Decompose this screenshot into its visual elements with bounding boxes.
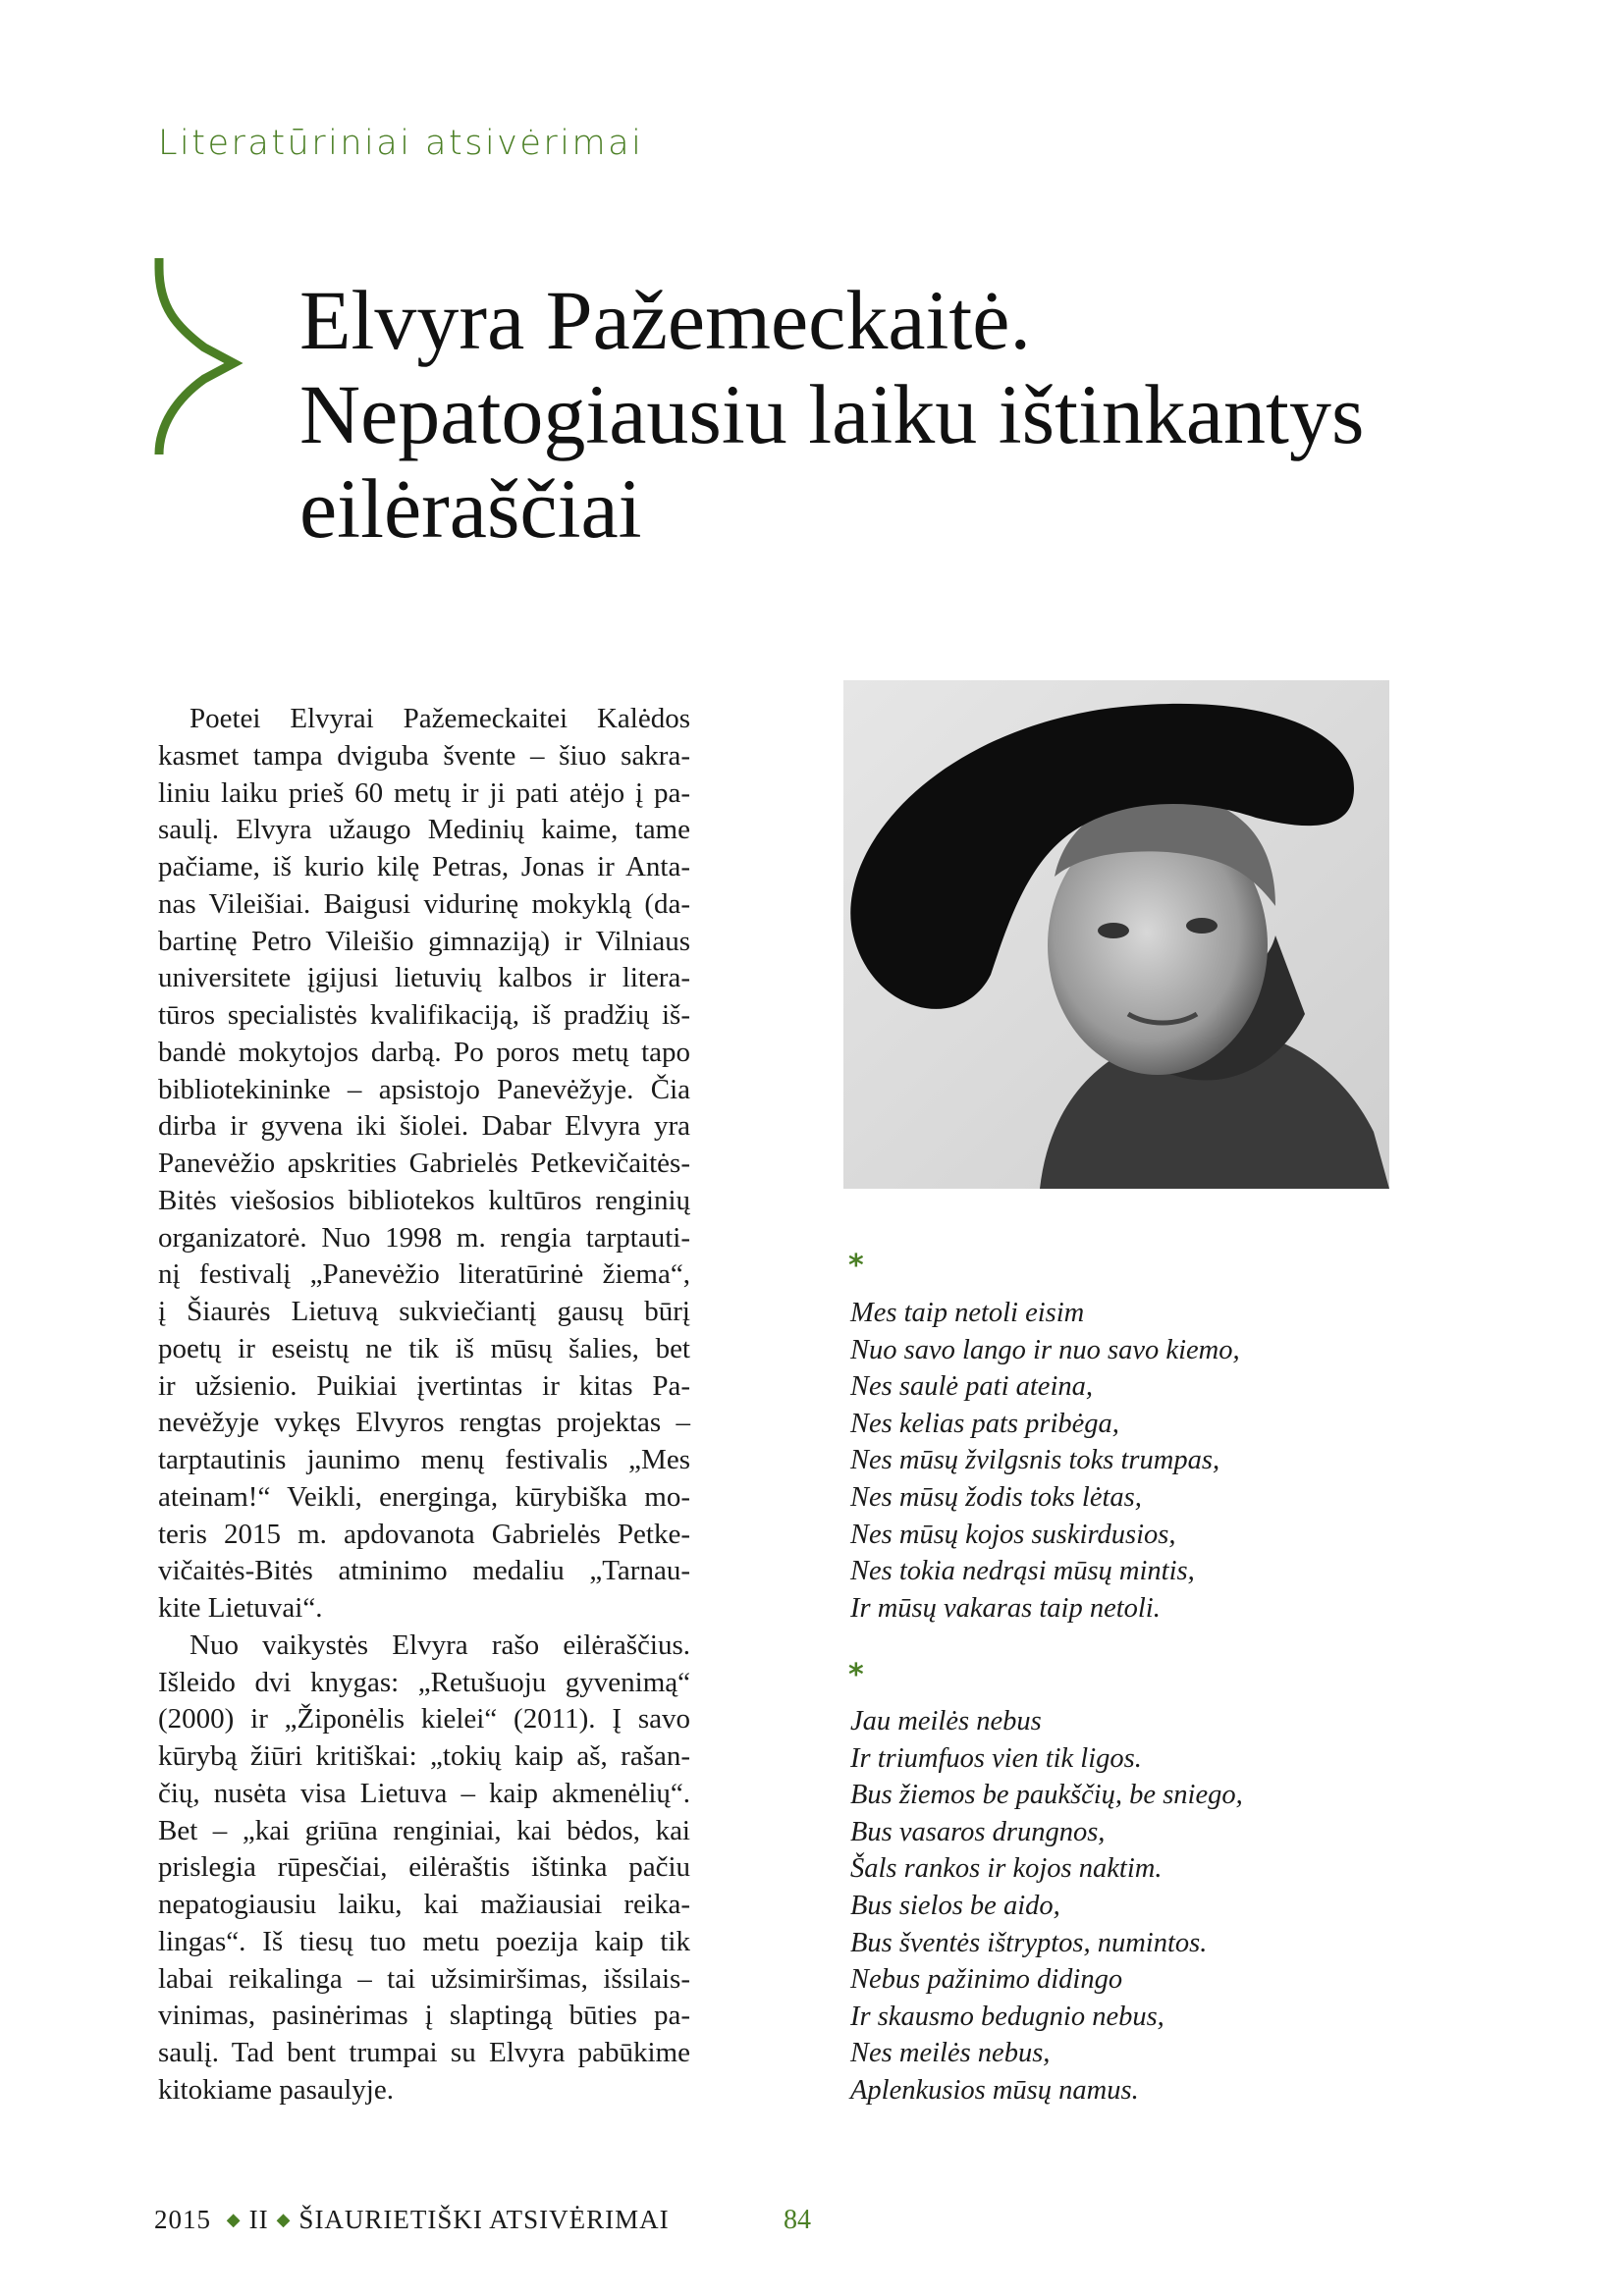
paragraph-line: tūros specialistės kvalifikaciją, iš pradžių iš- bbox=[158, 999, 690, 1031]
paragraph-line: kite Lietuvai“. bbox=[158, 1592, 323, 1624]
title-line: Elvyra Pažemeckaitė. bbox=[299, 273, 1031, 367]
paragraph-line: kitokiame pasaulyje. bbox=[158, 2073, 394, 2106]
paragraph-line: labai reikalinga – tai užsimiršimas, išsilais- bbox=[158, 1962, 690, 1995]
poem-line: Nes saulė pati ateina, bbox=[850, 1371, 1093, 1403]
article-title bbox=[299, 273, 1364, 556]
paragraph-line: nas Vileišiai. Baigusi vidurinę mokyklą (da- bbox=[158, 887, 690, 920]
poem-line: Nes mūsų kojos suskirdusios, bbox=[850, 1519, 1176, 1550]
paragraph-line: kasmet tampa dviguba švente – šiuo sakra- bbox=[158, 739, 690, 772]
poem-line: Nes mūsų žvilgsnis toks trumpas, bbox=[850, 1445, 1220, 1476]
poem-asterisk-marker: * bbox=[848, 1249, 864, 1283]
poem-line: Šals rankos ir kojos naktim. bbox=[850, 1853, 1163, 1885]
paragraph-line: vinimas, pasinėrimas į slaptingą būties pa- bbox=[158, 2000, 690, 2032]
paragraph-line: teris 2015 m. apdovanota Gabrielės Petke- bbox=[158, 1518, 690, 1550]
title-line: eilėraščiai bbox=[299, 461, 642, 556]
poem-line: Nes tokia nedrąsi mūsų mintis, bbox=[850, 1556, 1195, 1587]
footer-year: 2015 bbox=[154, 2205, 211, 2234]
paragraph-line: nepatogiausiu laiku, kai mažiausiai reika- bbox=[158, 1889, 690, 1920]
diamond-icon: ◆ bbox=[226, 2210, 242, 2229]
poem-line: Bus vasaros drungnos, bbox=[850, 1816, 1106, 1847]
poem-line: Ir triumfuos vien tik ligos. bbox=[850, 1742, 1142, 1774]
poem-asterisk-marker: * bbox=[848, 1658, 864, 1692]
paragraph-line: (2000) ir „Žiponėlis kielei“ (2011). Į savo bbox=[158, 1703, 690, 1735]
paragraph-line: liniu laiku prieš 60 metų ir ji pati atėjo į pa- bbox=[158, 776, 690, 809]
footer bbox=[154, 2205, 670, 2235]
poem-line: Aplenkusios mūsų namus. bbox=[850, 2074, 1139, 2106]
poem-line: Bus šventės ištryptos, numintos. bbox=[850, 1927, 1208, 1958]
paragraph-line: bibliotekininke – apsistojo Panevėžyje. Čia bbox=[158, 1073, 690, 1105]
paragraph-line: nį festivalį „Panevėžio literatūrinė žiema“, bbox=[158, 1258, 690, 1291]
paragraph-line: tarptautinis jaunimo menų festivalis „Mes bbox=[158, 1444, 690, 1475]
paragraph-line: Bet – „kai griūna renginiai, kai bėdos, kai bbox=[158, 1814, 690, 1846]
paragraph-line: nevėžyje vykęs Elvyros rengtas projektas – bbox=[158, 1407, 690, 1439]
paragraph-line: saulį. Elvyra užaugo Medinių kaime, tame bbox=[158, 814, 690, 846]
poem-line: Ir skausmo bedugnio nebus, bbox=[850, 2001, 1164, 2032]
poem-line: Bus žiemos be paukščių, be sniego, bbox=[850, 1780, 1243, 1811]
paragraph-line: organizatorė. Nuo 1998 m. rengia tarptauti- bbox=[158, 1221, 690, 1254]
paragraph-line: ir užsienio. Puikiai įvertintas ir kitas Pa- bbox=[158, 1369, 690, 1402]
footer-issue: II bbox=[248, 2205, 269, 2234]
poem-line: Nuo savo lango ir nuo savo kiemo, bbox=[850, 1334, 1240, 1365]
section-label: Literatūriniai atsivėrimai bbox=[158, 124, 644, 163]
paragraph-line: saulį. Tad bent trumpai su Elvyra pabūkime bbox=[158, 2037, 690, 2068]
paragraph-line: kūrybą žiūri kritiškai: „tokių kaip aš, rašan- bbox=[158, 1740, 690, 1772]
paragraph-line: Poetei Elvyrai Pažemeckaitei Kalėdos bbox=[189, 703, 690, 734]
paragraph-line: prislegia rūpesčiai, eilėraštis ištinka pačiu bbox=[158, 1851, 690, 1884]
paragraph-line: bandė mokytojos darbą. Po poros metų tapo bbox=[158, 1036, 690, 1068]
paragraph-line: pačiame, iš kurio kilę Petras, Jonas ir Anta- bbox=[158, 851, 690, 882]
poem-line: Nes meilės nebus, bbox=[850, 2038, 1051, 2069]
poem-line: Nes mūsų žodis toks lėtas, bbox=[850, 1481, 1142, 1513]
paragraph-line: Nuo vaikystės Elvyra rašo eilėraščius. bbox=[189, 1629, 690, 1661]
poem-line: Mes taip netoli eisim bbox=[850, 1298, 1085, 1328]
author-portrait-photo bbox=[843, 680, 1389, 1189]
paragraph-line: bartinę Petro Vileišio gimnaziją) ir Vilniaus bbox=[158, 925, 690, 957]
paragraph-line: ateinam!“ Veikli, energinga, kūrybiška mo- bbox=[158, 1480, 690, 1513]
poem bbox=[850, 1295, 1240, 1627]
poem-line: Nebus pažinimo didingo bbox=[850, 1964, 1123, 1996]
bracket-ornament-icon bbox=[147, 253, 255, 459]
article-body bbox=[158, 701, 690, 2109]
page-number: 84 bbox=[784, 2205, 811, 2235]
paragraph-line: lingas“. Iš tiesų tuo metu poezija kaip tik bbox=[158, 1925, 690, 1957]
paragraph-line: vičaitės-Bitės atminimo medaliu „Tarnau- bbox=[158, 1555, 690, 1587]
paragraph-line: čių, nusėta visa Lietuva – kaip akmenėlių“. bbox=[158, 1777, 690, 1809]
paragraph-line: Panevėžio apskrities Gabrielės Petkevičaitės- bbox=[158, 1148, 690, 1179]
paragraph-line: poetų ir eseistų ne tik iš mūsų šalies, bet bbox=[158, 1332, 690, 1364]
poem bbox=[850, 1703, 1243, 2109]
paragraph-line: į Šiaurės Lietuvą sukviečiantį gausų būrį bbox=[158, 1296, 690, 1327]
poem-line: Jau meilės nebus bbox=[850, 1706, 1042, 1736]
footer-journal: ŠIAURIETIŠKI ATSIVĖRIMAI bbox=[298, 2205, 670, 2234]
poem-line: Nes kelias pats pribėga, bbox=[850, 1408, 1119, 1439]
diamond-icon: ◆ bbox=[276, 2210, 292, 2229]
paragraph-line: dirba ir gyvena iki šiolei. Dabar Elvyra yra bbox=[158, 1110, 690, 1143]
poem-line: Bus sielos be aido, bbox=[850, 1890, 1060, 1921]
paragraph-line: Išleido dvi knygas: „Retušuoju gyvenimą“ bbox=[158, 1666, 690, 1698]
title-line: Nepatogiausiu laiku ištinkantys bbox=[299, 367, 1365, 461]
poem-line: Ir mūsų vakaras taip netoli. bbox=[850, 1592, 1161, 1624]
paragraph-line: Bitės viešosios bibliotekos kultūros renginių bbox=[158, 1184, 690, 1216]
paragraph-line: universitete įgijusi lietuvių kalbos ir litera- bbox=[158, 962, 690, 994]
